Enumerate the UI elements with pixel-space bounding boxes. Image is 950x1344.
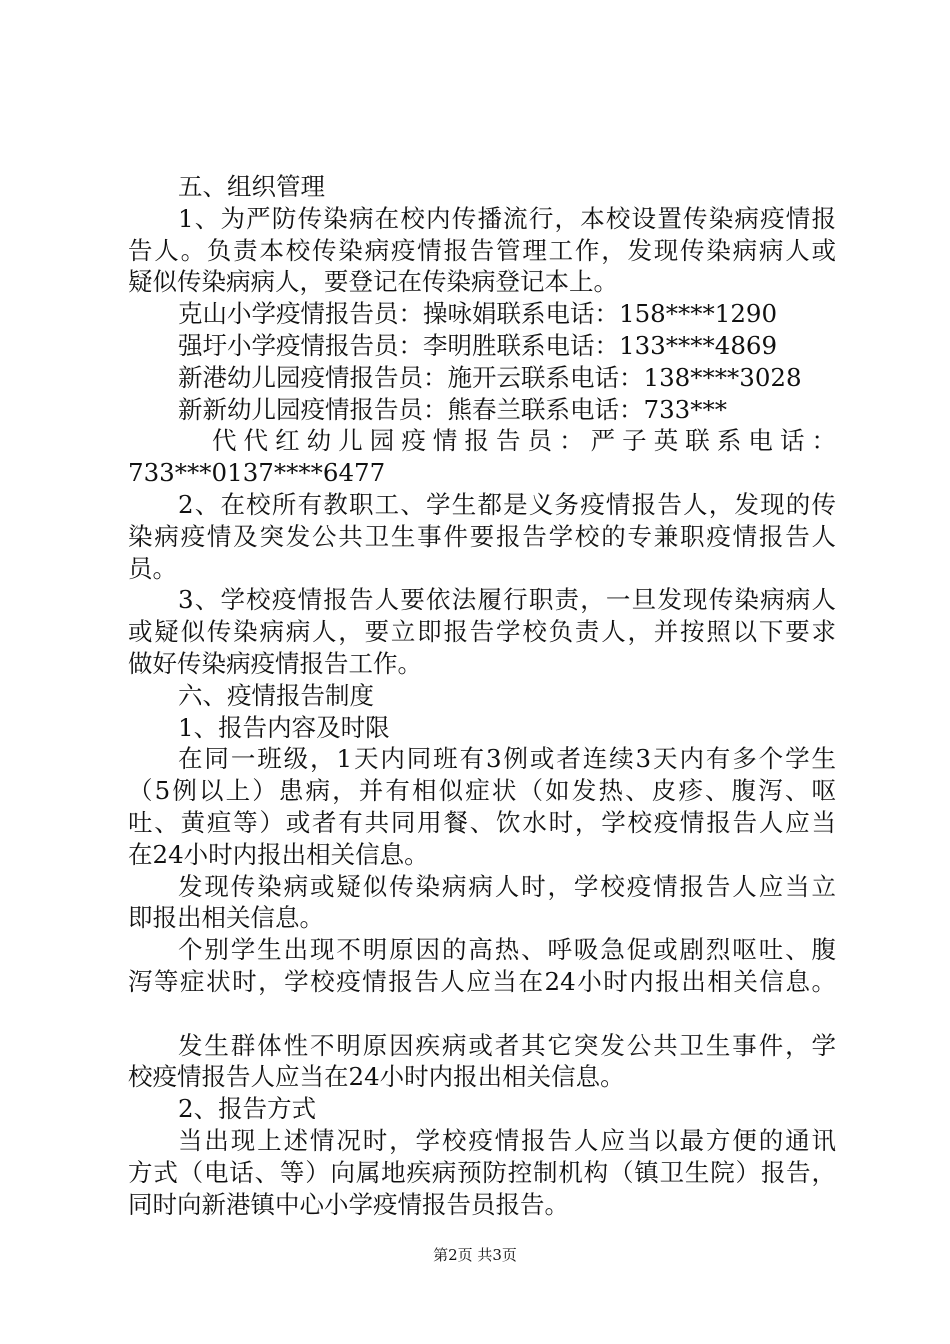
text-line: 2、在校所有教职工、学生都是义务疫情报告人，发现的传 (178, 489, 836, 519)
text-line: 泻等症状时，学校疫情报告人应当在24小时内报出相关信息。 (128, 966, 836, 996)
text-line: 员。 (128, 553, 177, 583)
text-line: 新港幼儿园疫情报告员：施开云联系电话：138****3028 (178, 362, 802, 392)
text-line: 吐、黄疸等）或者有共同用餐、饮水时，学校疫情报告人应当 (128, 807, 836, 837)
text-line: 五、组织管理 (178, 172, 325, 201)
text-line: 染病疫情及突发公共卫生事件要报告学校的专兼职疫情报告人 (128, 521, 836, 551)
text-line: 发现传染病或疑似传染病病人时，学校疫情报告人应当立 (178, 871, 836, 901)
text-line: 做好传染病疫情报告工作。 (128, 648, 422, 678)
text-line: 强圩小学疫情报告员：李明胜联系电话：133****4869 (178, 330, 778, 360)
text-line: 新新幼儿园疫情报告员：熊春兰联系电话：733*** (178, 394, 728, 424)
page-footer: 第2页 共3页 (433, 1246, 517, 1264)
text-line: 个别学生出现不明原因的高热、呼吸急促或剧烈呕吐、腹 (178, 935, 836, 965)
text-line: 代代红幼儿园疫情报告员：严子英联系电话： (212, 426, 836, 456)
text-line: （5例以上）患病，并有相似症状（如发热、皮疹、腹泻、呕 (128, 776, 836, 806)
text-line: 733***0137****6477 (128, 458, 386, 488)
text-line: 在同一班级，1天内同班有3例或者连续3天内有多个学生 (178, 744, 836, 774)
text-line: 即报出相关信息。 (128, 903, 324, 933)
text-line: 方式（电话、等）向属地疾病预防控制机构（镇卫生院）报告， (128, 1157, 836, 1187)
text-line: 或疑似传染病病人，要立即报告学校负责人，并按照以下要求 (128, 617, 836, 647)
document-body (128, 171, 836, 1220)
text-line: 同时向新港镇中心小学疫情报告员报告。 (128, 1189, 569, 1219)
text-line: 校疫情报告人应当在24小时内报出相关信息。 (128, 1062, 625, 1092)
text-line: 1、为严防传染病在校内传播流行，本校设置传染病疫情报 (178, 203, 836, 233)
text-line: 2、报告方式 (178, 1094, 317, 1124)
text-line: 3、学校疫情报告人要依法履行职责，一旦发现传染病病人 (178, 585, 836, 615)
blank-line (128, 998, 836, 1030)
text-line: 告人。负责本校传染病疫情报告管理工作，发现传染病病人或 (128, 235, 836, 265)
text-line: 当出现上述情况时，学校疫情报告人应当以最方便的通讯 (178, 1125, 836, 1155)
text-line: 在24小时内报出相关信息。 (128, 839, 429, 869)
text-line: 疑似传染病病人，要登记在传染病登记本上。 (128, 267, 618, 297)
text-line: 1、报告内容及时限 (178, 712, 390, 742)
text-line: 克山小学疫情报告员：操咏娟联系电话：158****1290 (178, 299, 778, 329)
text-line: 六、疫情报告制度 (178, 680, 374, 710)
text-line: 发生群体性不明原因疾病或者其它突发公共卫生事件，学 (178, 1030, 836, 1060)
